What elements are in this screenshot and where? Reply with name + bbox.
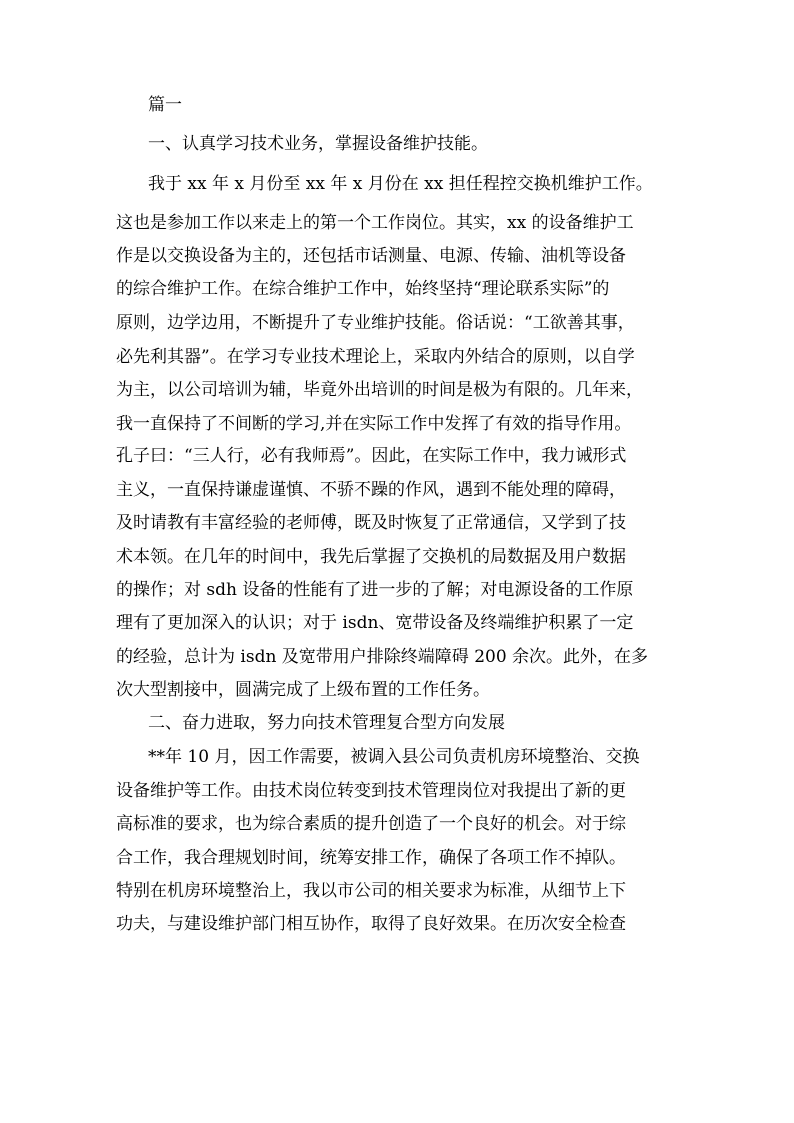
body-line: 为主，以公司培训为辅，毕竟外出培训的时间是极为有限的。几年来， [116, 380, 643, 400]
body-line: 主义，一直保持谦虚谨慎、不骄不躁的作风，遇到不能处理的障碍， [116, 480, 626, 500]
body-line: 这也是参加工作以来走上的第一个工作岗位。其实，xx 的设备维护工 [116, 213, 634, 233]
body-line: 次大型割接中，圆满完成了上级布置的工作任务。 [116, 680, 490, 700]
body-line: **年 10 月，因工作需要，被调入县公司负责机房环境整治、交换 [148, 747, 640, 767]
section-title: 篇一 [148, 95, 182, 115]
body-line: 作是以交换设备为主的，还包括市话测量、电源、传输、油机等设备 [116, 246, 626, 266]
body-line: 术本领。在几年的时间中，我先后掌握了交换机的局数据及用户数据 [116, 547, 626, 567]
body-line: 理有了更加深入的认识；对于 isdn、宽带设备及终端维护积累了一定 [116, 613, 634, 633]
body-line: 我于 xx 年 x 月份至 xx 年 x 月份在 xx 担任程控交换机维护工作。 [148, 174, 653, 194]
body-line: 的经验，总计为 isdn 及宽带用户排除终端障碍 200 余次。此外，在多 [116, 647, 649, 667]
body-line: 孔子曰：“三人行，必有我师焉”。因此，在实际工作中，我力诫形式 [116, 446, 627, 466]
body-line: 设备维护等工作。由技术岗位转变到技术管理岗位对我提出了新的更 [116, 781, 626, 801]
body-line: 特别在机房环境整治上，我以市公司的相关要求为标准，从细节上下 [116, 881, 626, 901]
body-line: 的操作；对 sdh 设备的性能有了进一步的了解；对电源设备的工作原 [116, 580, 634, 600]
body-line: 的综合维护工作。在综合维护工作中，始终坚持“理论联系实际”的 [116, 279, 610, 299]
heading-2: 二、奋力进取，努力向技术管理复合型方向发展 [148, 713, 505, 733]
body-line: 及时请教有丰富经验的老师傅，既及时恢复了正常通信，又学到了技 [116, 513, 626, 533]
body-line: 原则，边学边用，不断提升了专业维护技能。俗话说：“工欲善其事， [116, 313, 635, 333]
body-line: 高标准的要求，也为综合素质的提升创造了一个良好的机会。对于综 [116, 814, 626, 834]
body-line: 功夫，与建设维护部门相互协作，取得了良好效果。在历次安全检查 [116, 914, 626, 934]
body-line: 我一直保持了不间断的学习,并在实际工作中发挥了有效的指导作用。 [116, 414, 632, 434]
body-line: 必先利其器”。在学习专业技术理论上，采取内外结合的原则，以自学 [116, 347, 635, 367]
heading-1: 一、认真学习技术业务，掌握设备维护技能。 [148, 134, 488, 154]
body-line: 合工作，我合理规划时间，统筹安排工作，确保了各项工作不掉队。 [116, 848, 626, 868]
